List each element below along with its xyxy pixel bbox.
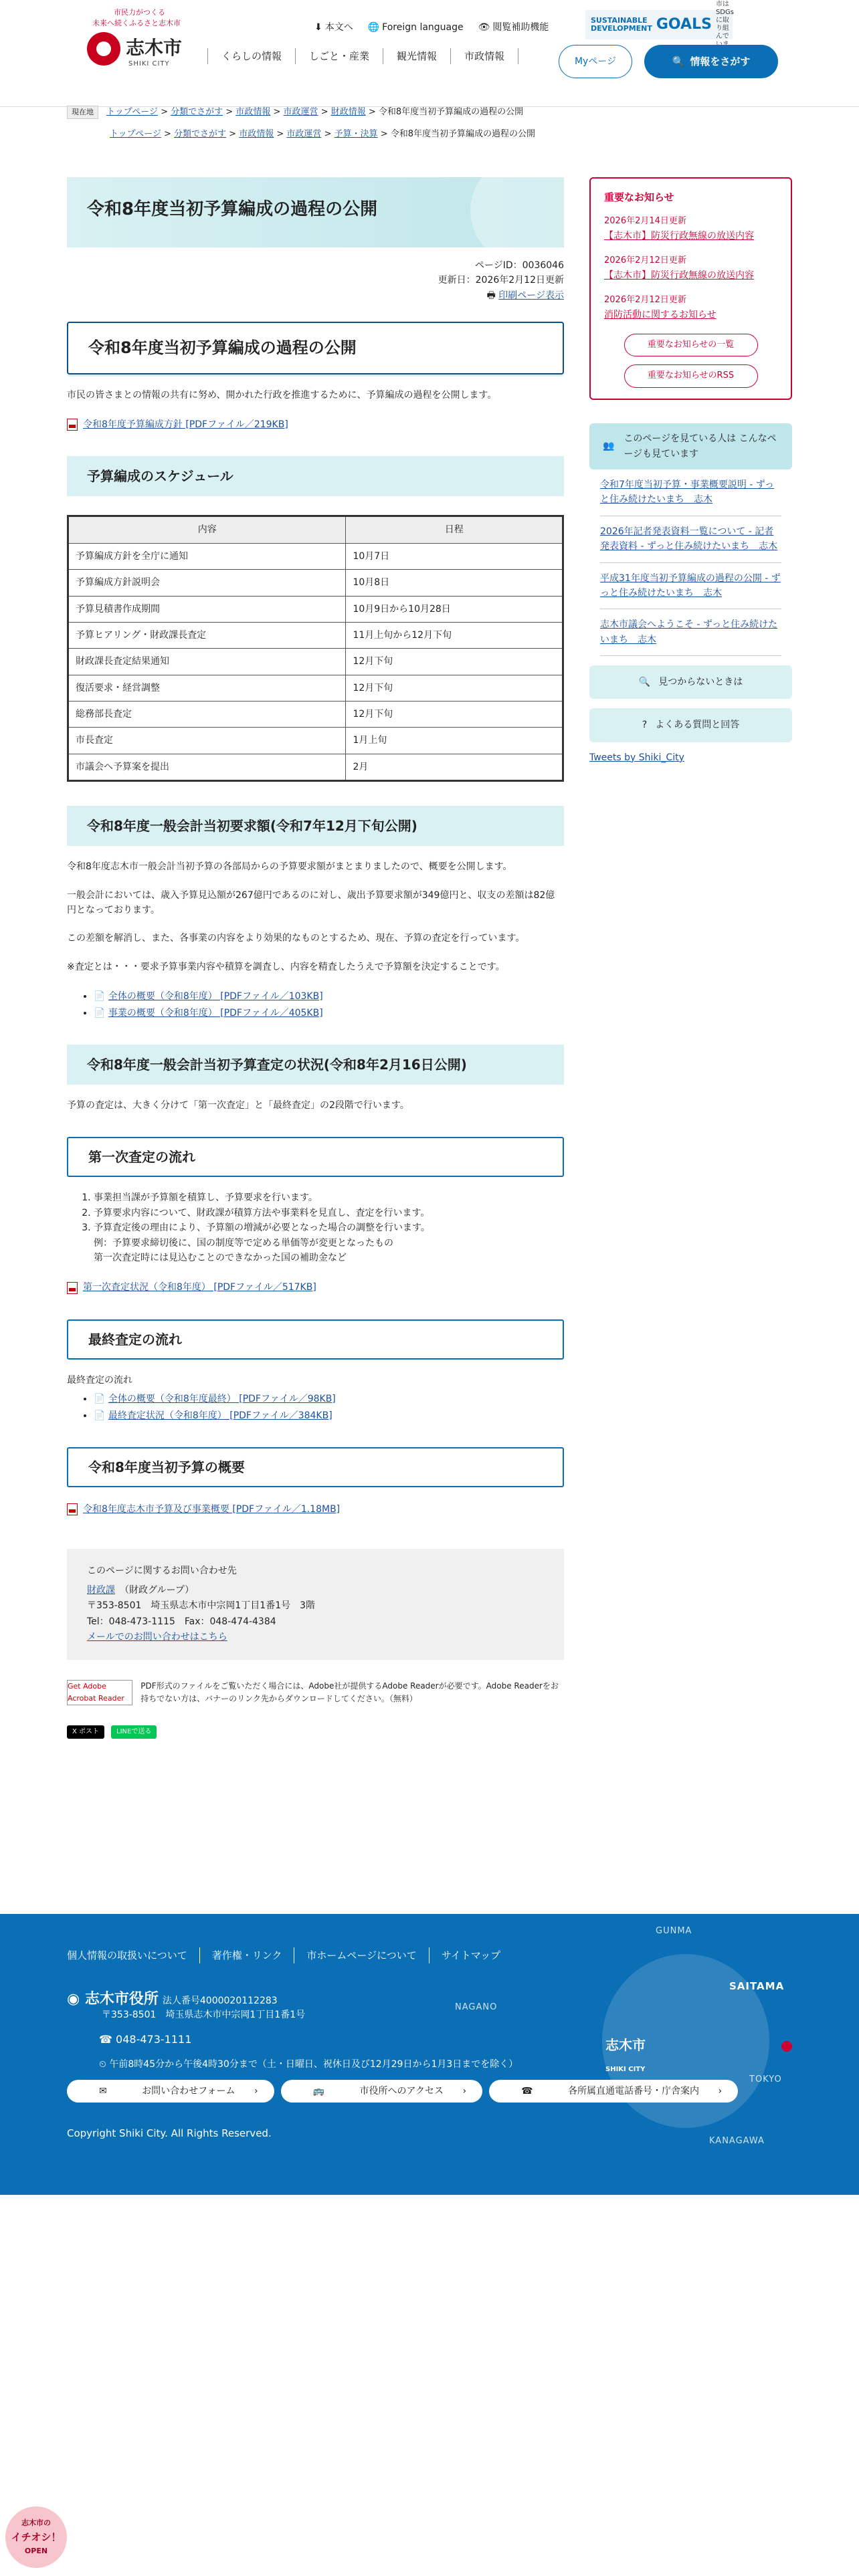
final-assessment-text: 最終査定の流れ: [67, 1374, 132, 1386]
pdf-icon: [67, 1503, 78, 1515]
main-content: [67, 177, 564, 1739]
schedule-heading: 予算編成のスケジュール: [67, 456, 564, 496]
request-text-2: 一般会計においては、歳入予算見込額が267億円であるのに対し、歳出予算要求額が349億円と、収支の差額は82億円となっております。: [67, 889, 555, 916]
logo-tagline: 市民力がつくる: [114, 8, 165, 17]
final-assessment-heading: 最終査定の流れ: [67, 1319, 564, 1360]
pdf-link-item[interactable]: 第一次査定状況（令和8年度） [PDFファイル／517KB]: [67, 1280, 564, 1295]
city-emblem-icon: [87, 32, 120, 66]
sdgs-banner[interactable]: [585, 1, 734, 40]
table-row: 予算ヒアリング・財政課長査定 11月上旬から12月下旬: [68, 622, 563, 648]
table-row: 予算見積書作成期間 10月9日から10月28日: [68, 596, 563, 622]
site-header: [0, 0, 859, 107]
schedule-table: [67, 515, 564, 782]
contact-box: [67, 1549, 564, 1659]
intro-text: 市民の皆さまとの情報の共有に努め、開かれた行政を推進するために、予算編成の過程を公開します。: [67, 389, 497, 401]
phone-icon: ☎: [505, 2082, 549, 2101]
list-item[interactable]: 志木市議会へようこそ - ずっと住み続けたいまち 志木: [600, 609, 781, 656]
nav-work[interactable]: しごと・産業: [296, 48, 383, 64]
request-text-3: この差額を解消し、また、各事業の内容をより効果的なものとするため、現在、予算の査定を行っています。: [67, 933, 525, 944]
important-heading: 重要なお知らせ: [604, 191, 674, 203]
tweets-link[interactable]: Tweets by Shiki_City: [589, 752, 684, 763]
notice-date: 2026年2月12日更新: [604, 295, 686, 306]
map-label: TOKYO: [749, 2074, 782, 2084]
list-item[interactable]: 令和7年度当初予算・事業概要説明 - ずっと住み続けたいまち 志木: [600, 469, 781, 516]
first-assessment-steps: [94, 1190, 564, 1265]
breadcrumb-current: 令和8年度当初予算編成の過程の公開: [390, 128, 536, 139]
pdf-icon: 📄: [94, 1007, 106, 1018]
sdg-goals: GOALS: [656, 16, 712, 33]
search-info-button[interactable]: 🔍 情報をさがす: [644, 45, 778, 78]
breadcrumb-line-2: トップページ > 分類でさがす > 市政情報 > 市政運営 > 予算・決算 > 令和8年度当初予算編成の過程の公開: [110, 128, 536, 139]
footer-buttons: [67, 2080, 738, 2103]
breadcrumb-link[interactable]: 分類でさがす: [174, 128, 227, 139]
notice-date: 2026年2月14日更新: [604, 216, 686, 226]
page-title: 令和8年度当初予算編成の過程の公開: [67, 177, 564, 247]
step-note: 例：予算要求締切後に、国の制度等で定める単価等が変更となったもの: [94, 1237, 393, 1249]
breadcrumb-link[interactable]: 財政情報: [330, 107, 366, 117]
pdf-icon: 📄: [94, 991, 106, 1002]
breadcrumb-link[interactable]: トップページ: [106, 107, 158, 117]
office-name: ◉ 志木市役所 法人番号4000020112283: [67, 1991, 278, 2008]
notice-link[interactable]: 【志木市】防災行政無線の放送内容: [604, 270, 754, 281]
search-icon: 🔍: [638, 677, 651, 688]
mypage-button[interactable]: Myページ: [559, 45, 632, 78]
contact-address: 〒353-8501 埼玉県志木市中宗岡1丁目1番1号 3階: [87, 1600, 316, 1612]
city-name-en: SHIKI CITY: [128, 60, 170, 68]
office-phone: ☎ 048-473-1111: [99, 2033, 192, 2046]
sidebar: [589, 177, 792, 765]
list-item: 3. 予算査定後の理由により、予算額の増減が必要となった場合の調整を行います。 例：予算要求締切後に、国の制度等で定める単価等が変更となったもの 第一次査定時には見込むことのできなかった国の補助金など: [94, 1220, 564, 1265]
footer-nav: [67, 1947, 512, 1963]
section-title: 令和8年度当初予算編成の過程の公開: [67, 322, 564, 374]
accessibility-link[interactable]: 👁 閲覧補助機能: [478, 22, 549, 33]
list-item[interactable]: • 📄 全体の概要（令和8年度最終） [PDFファイル／98KB]: [94, 1392, 564, 1406]
important-rss-button[interactable]: 重要なお知らせのRSS: [624, 364, 758, 388]
direct-phone-button[interactable]: ☎ 各所属直通電話番号・庁舎案内 ›: [489, 2080, 738, 2103]
footer-link[interactable]: 個人情報の取扱いについて: [67, 1947, 200, 1963]
skip-to-content-link[interactable]: ⬇ 本文へ: [314, 22, 353, 33]
list-item[interactable]: 2026年記者発表資料一覧について - 記者発表資料 - ずっと住み続けたいまち 志木: [600, 516, 781, 563]
table-row: 予算編成方針説明会 10月8日: [68, 570, 563, 596]
table-row: 財政課長査定結果通知 12月下旬: [68, 649, 563, 675]
map-location-marker: [781, 2041, 792, 2052]
table-header-row: [68, 516, 563, 543]
print-link[interactable]: 🖶 印刷ページ表示: [486, 290, 564, 301]
first-assessment-heading: 第一次査定の流れ: [67, 1137, 564, 1177]
notice-date: 2026年2月12日更新: [604, 255, 686, 266]
map-city-name: 志木市 SHIKI CITY: [605, 2037, 646, 2073]
access-button[interactable]: 🚌 市役所へのアクセス ›: [281, 2080, 483, 2103]
assessment-heading: 令和8年度一般会計当初予算査定の状況(令和8年2月16日公開): [67, 1045, 564, 1085]
city-name: 志木市: [126, 37, 183, 59]
nav-city-info[interactable]: 市政情報: [451, 48, 518, 64]
also-viewed-title: このページを見ている人は こんなページも見ています: [624, 433, 777, 459]
contact-dept-link[interactable]: 財政課: [87, 1585, 115, 1596]
table-row: 復活要求・経営調整 12月下旬: [68, 675, 563, 701]
faq-button[interactable]: ? よくある質問と回答: [589, 708, 792, 742]
contact-form-button[interactable]: ✉ お問い合わせフォーム ›: [67, 2080, 274, 2103]
copyright: Copyright Shiki City. All Rights Reserved.: [67, 2127, 272, 2139]
adobe-reader-notice: [67, 1680, 564, 1705]
also-viewed-list: [589, 469, 792, 656]
list-item: 2. 予算要求内容について、財政課が積算方法や事業料を見直し、査定を行います。: [94, 1206, 564, 1220]
global-nav: [207, 48, 518, 64]
breadcrumb-link[interactable]: 市政運営: [283, 107, 318, 117]
list-item[interactable]: 平成31年度当初予算編成の過程の公開 - ずっと住み続けたいまち 志木: [600, 563, 781, 610]
contact-phone: Tel：048-473-1115 Fax：048-474-4384: [87, 1616, 276, 1627]
people-icon: 👥: [603, 441, 615, 452]
phone-icon: ☎: [99, 2033, 112, 2046]
list-item[interactable]: • 📄 全体の概要（令和8年度） [PDFファイル／103KB]: [94, 989, 564, 1004]
map-label: GUNMA: [656, 1926, 692, 1936]
site-logo[interactable]: [87, 7, 201, 71]
pdf-icon: [67, 1282, 78, 1294]
foreign-language-link[interactable]: 🌐 Foreign language: [367, 22, 464, 33]
map-label: NAGANO: [455, 2002, 498, 2012]
social-buttons: [67, 1725, 564, 1739]
printer-icon: 🖶: [486, 290, 496, 301]
clock-icon: ⏲: [99, 2059, 106, 2070]
breadcrumb-label: 現在地: [67, 106, 98, 119]
office-emblem-icon: ◉: [67, 1991, 80, 2008]
adobe-reader-banner[interactable]: Get Adobe Acrobat Reader: [67, 1680, 132, 1705]
recommend-badge[interactable]: 志木市の イチオシ！ OPEN: [5, 2506, 67, 2568]
request-text-4: ※査定とは・・・要求予算事業内容や積算を調査し、内容を精査したうえで予算額を決定することです。: [67, 961, 505, 972]
request-text-1: 令和8年度志木市一般会計当初予算の各部局からの予算要求額がまとまりましたので、概要を公開します。: [67, 861, 512, 873]
site-footer: [0, 1914, 859, 2195]
request-heading: 令和8年度一般会計当初要求額(令和7年12月下旬公開): [67, 806, 564, 846]
notice-link[interactable]: 【志木市】防災行政無線の放送内容: [604, 230, 754, 241]
contact-dept-line: [87, 1583, 544, 1598]
search-icon: 🔍: [672, 56, 685, 68]
summary-heading: 令和8年度当初予算の概要: [67, 1447, 564, 1487]
important-notices: [589, 177, 792, 400]
pdf-icon: 📄: [94, 1394, 106, 1405]
breadcrumb-link[interactable]: 予算・決算: [334, 128, 378, 139]
x-post-button[interactable]: X ポスト: [67, 1725, 104, 1739]
also-viewed-header: [589, 423, 792, 469]
breadcrumb: [67, 106, 535, 150]
logo-tagline-2: 未来へ続くふるさと志木市: [92, 19, 181, 27]
footer-link[interactable]: 著作権・リンク: [200, 1947, 295, 1963]
breadcrumb-link[interactable]: 分類でさがす: [171, 107, 223, 117]
important-list-button[interactable]: 重要なお知らせの一覧: [624, 334, 758, 357]
column-header: 内容: [68, 516, 346, 543]
adobe-reader-text: PDF形式のファイルをご覧いただく場合には、Adobe社が提供するAdobe Readerが必要です。Adobe Readerをお持ちでない方は、バナーのリンク先からダウンロードしてください。（無料）: [140, 1681, 559, 1703]
column-header: 日程: [346, 516, 563, 543]
pdf-link-item[interactable]: 令和8年度予算編成方針 [PDFファイル／219KB]: [67, 417, 564, 432]
step-note: 第一次査定時には見込むことのできなかった国の補助金など: [94, 1252, 347, 1263]
office-hours: ⏲ 午前8時45分から午後4時30分まで（土・日曜日、祝休日及び12月29日から1月3日までを除く）: [99, 2059, 518, 2070]
list-item[interactable]: • 📄 最終査定状況（令和8年度） [PDFファイル／384KB]: [94, 1408, 564, 1423]
list-item[interactable]: • 📄 事業の概要（令和8年度） [PDFファイル／405KB]: [94, 1006, 564, 1021]
line-share-button[interactable]: LINEで送る: [111, 1725, 157, 1739]
map-label: SAITAMA: [729, 1980, 785, 1992]
sdg-message: 市はSDGsに取り組んで: [715, 1, 734, 40]
assessment-text: 予算の査定は、大きく分けて「第一次査定」と「最終査定」の2段階で行います。: [67, 1099, 409, 1111]
pdf-link-item[interactable]: 令和8年度志木市予算及び事業概要 [PDFファイル／1.18MB]: [67, 1502, 564, 1517]
table-row: 市長査定 1月上旬: [68, 728, 563, 754]
notice-link[interactable]: 消防活動に関するお知らせ: [604, 310, 717, 321]
contact-mail-link[interactable]: メールでのお問い合わせはこちら: [87, 1631, 227, 1642]
corporate-number: 法人番号4000020112283: [162, 1996, 278, 2006]
mail-icon: ✉: [83, 2082, 123, 2101]
list-item: 1. 事業担当課が予算額を積算し、予算要求を行います。: [94, 1190, 564, 1205]
contact-group: （財政グループ）: [124, 1585, 195, 1596]
sdg-title: SUSTAINABLE DEVELOPMENT: [591, 15, 652, 33]
not-found-button[interactable]: 🔍 見つからないときは: [589, 665, 792, 699]
table-row: 市議会へ予算案を提出 2月: [68, 754, 563, 780]
office-address: 〒353-8501 埼玉県志木市中宗岡1丁目1番1号: [102, 2010, 306, 2020]
question-icon: ?: [642, 720, 648, 731]
contact-heading: このページに関するお問い合わせ先: [87, 1566, 237, 1577]
footer-link[interactable]: 市ホームページについて: [294, 1947, 429, 1963]
pdf-icon: 📄: [94, 1410, 106, 1421]
tweets-link-wrap: [589, 750, 792, 765]
updated-date: 更新日：2026年2月12日更新: [438, 275, 564, 286]
breadcrumb-link[interactable]: 市政運営: [286, 128, 322, 139]
nav-life[interactable]: くらしの情報: [207, 48, 296, 64]
map-label: KANAGAWA: [709, 2136, 765, 2146]
nav-tourism[interactable]: 観光情報: [383, 48, 451, 64]
breadcrumb-link[interactable]: 市政情報: [235, 107, 271, 117]
breadcrumb-line-1: 現在地 トップページ > 分類でさがす > 市政情報 > 市政運営 > 財政情報 > 令和8年度当初予算編成の過程の公開: [67, 106, 535, 120]
table-row: 予算編成方針を全庁に通知 10月7日: [68, 543, 563, 569]
breadcrumb-current: 令和8年度当初予算編成の過程の公開: [378, 107, 524, 117]
footer-link[interactable]: サイトマップ: [441, 1949, 501, 1961]
page-id: ページID：0036046: [475, 260, 564, 271]
bus-icon: 🚌: [297, 2082, 341, 2101]
table-row: 総務部長査定 12月下旬: [68, 702, 563, 728]
breadcrumb-link[interactable]: トップページ: [110, 128, 161, 139]
final-pdf-list: [94, 1392, 564, 1423]
utility-links: [314, 20, 549, 35]
request-pdf-list: [94, 989, 564, 1021]
pdf-icon: [67, 419, 78, 431]
breadcrumb-link[interactable]: 市政情報: [239, 128, 274, 139]
page-meta: [67, 258, 564, 303]
